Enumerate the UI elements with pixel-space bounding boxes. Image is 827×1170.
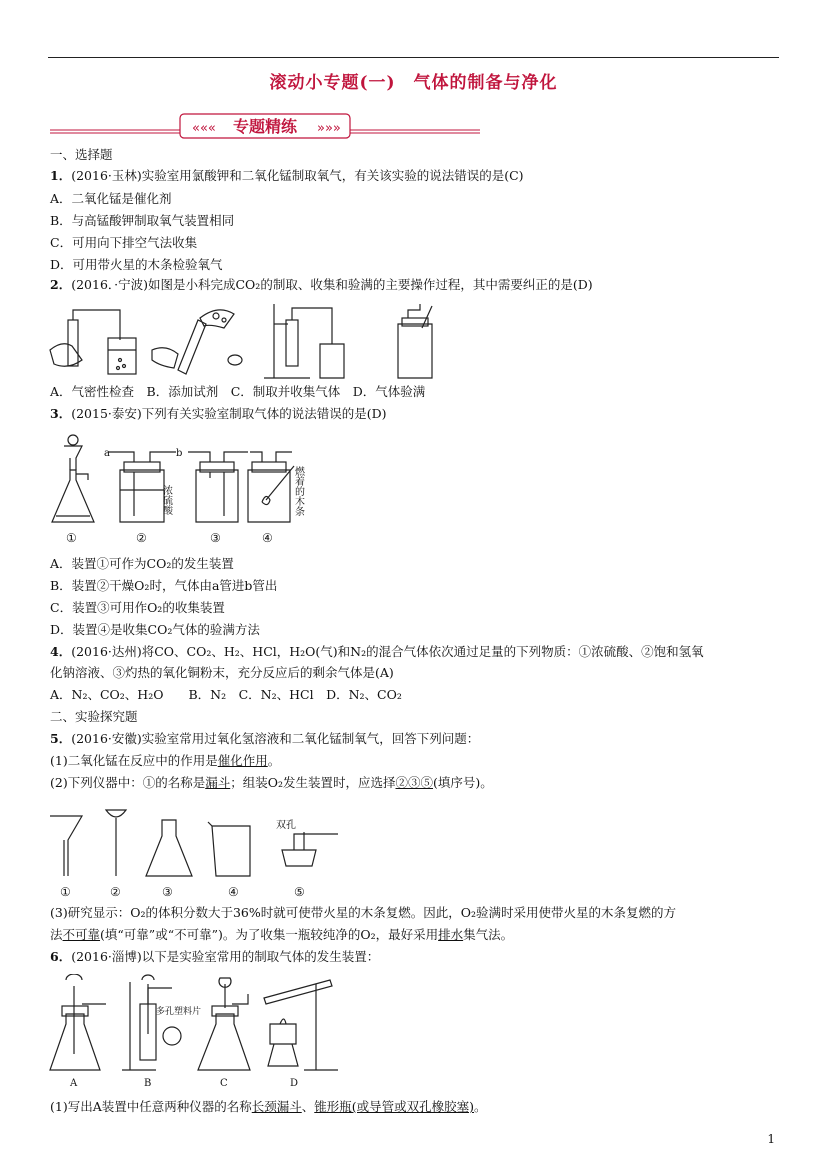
section-banner <box>50 110 480 142</box>
svg-text:燃着的木条: 燃着的木条 <box>292 466 304 516</box>
answer: 漏斗 <box>205 775 231 790</box>
q5-part-3: (3)研究显示：O₂的体积分数大于36%时就可使带火星的木条复燃。因此，O₂验满时采用使带火星的木条复燃的方 <box>50 905 677 920</box>
option: C．可用向下排空气法收集 <box>50 235 198 250</box>
svg-text:b: b <box>176 448 183 459</box>
svg-text:浓硫酸: 浓硫酸 <box>160 485 172 515</box>
option: D．装置④是收集CO₂气体的验满方法 <box>50 622 260 637</box>
svg-text:a: a <box>104 448 110 459</box>
question-3: 3．(2015·泰安)下列有关实验室制取气体的说法错误的是(D) <box>50 406 387 421</box>
option: C．装置③可用作O₂的收集装置 <box>50 600 225 615</box>
q5-instruments-figure <box>48 806 348 902</box>
banner-text: 专题精练 <box>232 117 298 136</box>
question-4-cont: 化钠溶液、③灼热的氧化铜粉末，充分反应后的剩余气体是(A) <box>50 665 394 680</box>
q3-apparatus-figure <box>48 430 338 550</box>
fig-label: ④ <box>228 885 239 899</box>
options-line: A．气密性检查 B．添加试剂 C．制取并收集气体 D．气体验满 <box>50 384 426 399</box>
fig-label: ① <box>66 531 77 545</box>
answer: 长颈漏斗 <box>251 1099 302 1114</box>
options-line: A．N₂、CO₂、H₂O B．N₂ C．N₂、HCl D．N₂、CO₂ <box>50 687 402 702</box>
fig-label: B <box>144 1078 152 1089</box>
q6-generator-figure <box>48 974 348 1094</box>
section-heading: 一、选择题 <box>50 147 113 162</box>
fig-label: C <box>220 1078 228 1089</box>
question-2: 2．(2016．·宁波)如图是小科完成CO₂的制取、收集和验满的主要操作过程，其中需要纠正的是(D) <box>50 277 593 292</box>
option: A．装置①可作为CO₂的发生装置 <box>50 556 234 571</box>
q5-part-3-cont: 法不可靠(填“可靠”或“不可靠”)。为了收集一瓶较纯净的O₂，最好采用排水集气法。 <box>50 927 514 942</box>
question-4: 4．(2016·达州)将CO、CO₂、H₂、HCl，H₂O(气)和N₂的混合气体依次通过足量的下列物质：①浓硫酸、②饱和氢氧 <box>50 644 704 659</box>
fig-label: ② <box>136 531 147 545</box>
svg-text:多孔塑料片: 多孔塑料片 <box>156 1007 202 1017</box>
answer: 锥形瓶(或导管或双孔橡胶塞) <box>314 1099 475 1114</box>
option: B．装置②干燥O₂时，气体由a管进b管出 <box>50 578 278 593</box>
q5-part-2: (2)下列仪器中：①的名称是漏斗；组装O₂发生装置时，应选择②③⑤(填序号)。 <box>50 775 493 790</box>
q2-apparatus-figure <box>48 300 448 382</box>
question-5: 5．(2016·安徽)实验室常用过氧化氢溶液和二氧化锰制氧气，回答下列问题： <box>50 731 480 746</box>
fig-label: ② <box>110 885 121 899</box>
option: D．可用带火星的木条检验氧气 <box>50 257 223 272</box>
answer: 不可靠 <box>62 927 101 942</box>
section-heading: 二、实验探究题 <box>50 709 138 724</box>
question-1: 1．(2016·玉林)实验室用氯酸钾和二氧化锰制取氧气，有关该实验的说法错误的是(C) <box>50 168 524 183</box>
answer: 催化作用 <box>217 753 268 768</box>
question-6: 6．(2016·淄博)以下是实验室常用的制取气体的发生装置： <box>50 949 380 964</box>
q5-part-1: (1)二氧化锰在反应中的作用是催化作用。 <box>50 753 281 768</box>
option: B．与高锰酸钾制取氧气装置相同 <box>50 213 235 228</box>
answer: ②③⑤ <box>395 775 434 790</box>
fig-label: D <box>290 1078 299 1089</box>
page-title: 滚动小专题(一) 气体的制备与净化 <box>269 73 558 93</box>
svg-text:»»»: »»» <box>317 121 341 136</box>
answer: 排水 <box>438 927 464 942</box>
fig-label: ③ <box>162 885 173 899</box>
fig-label: ① <box>60 885 71 899</box>
fig-label: ④ <box>262 531 273 545</box>
header-rule <box>48 57 779 58</box>
page-number: 1 <box>767 1132 775 1146</box>
fig-label: A <box>70 1078 78 1089</box>
q6-part-1: (1)写出A装置中任意两种仪器的名称长颈漏斗、锥形瓶(或导管或双孔橡胶塞)。 <box>50 1099 487 1114</box>
svg-text:双孔: 双孔 <box>276 820 296 831</box>
fig-label: ③ <box>210 531 221 545</box>
fig-label: ⑤ <box>294 885 305 899</box>
option: A．二氧化锰是催化剂 <box>50 191 172 206</box>
svg-text:«««: ««« <box>192 121 216 136</box>
